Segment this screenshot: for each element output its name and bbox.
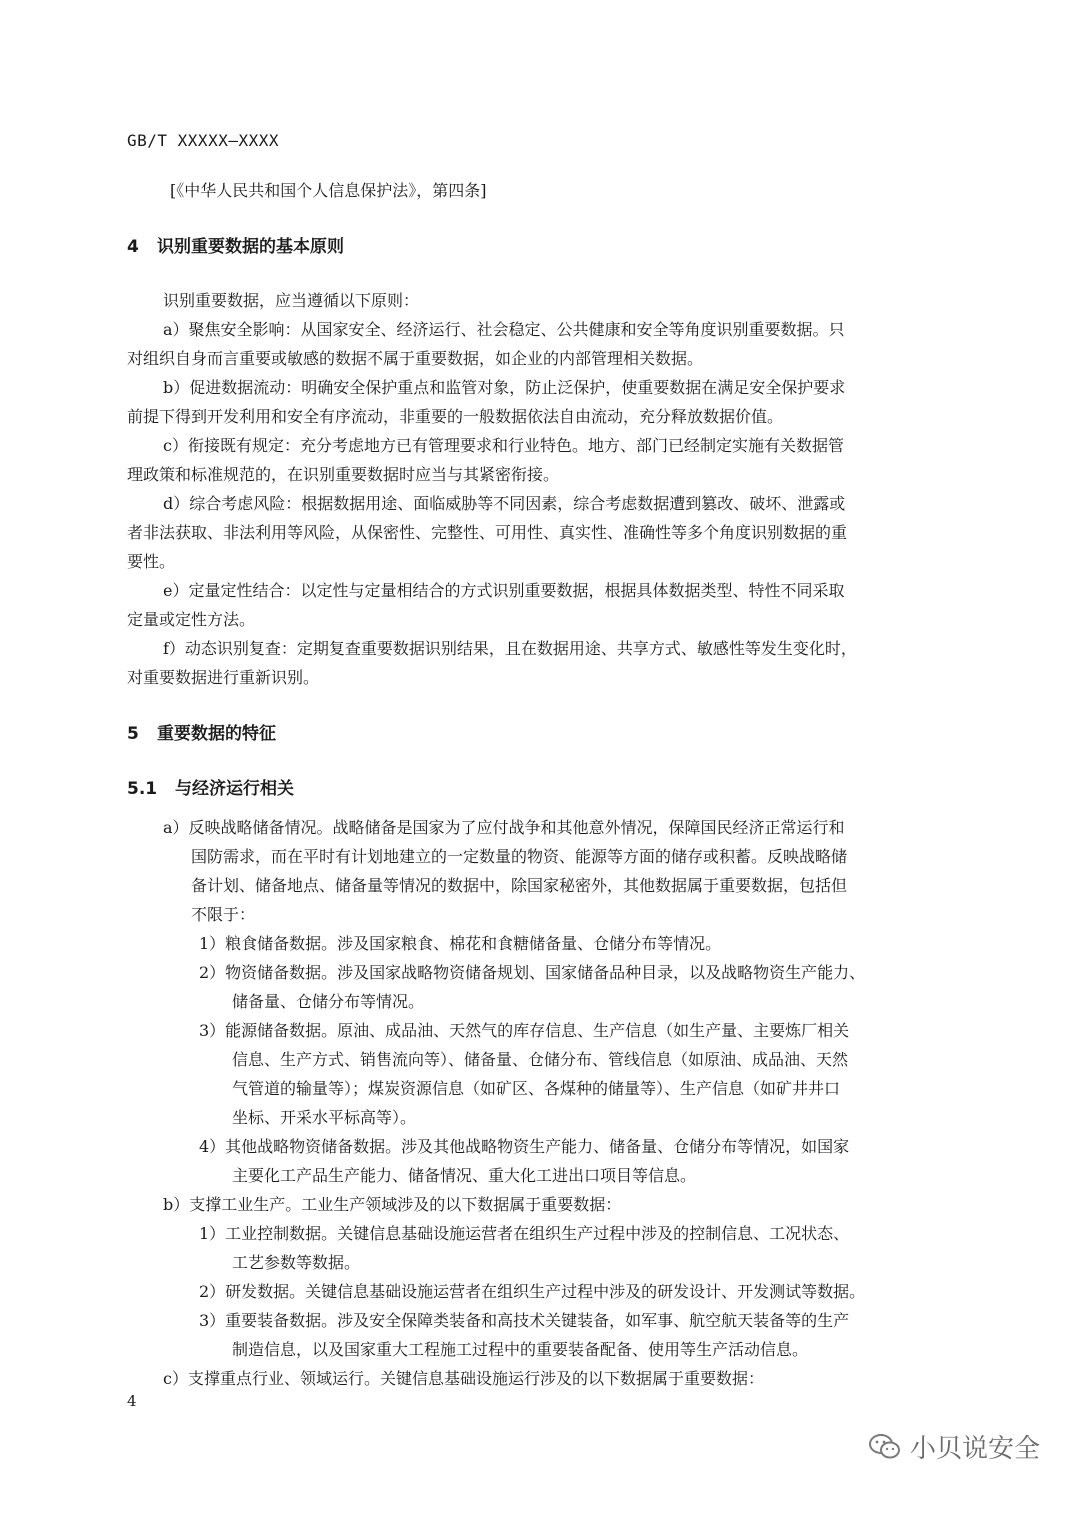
watermark-text: 小贝说安全 [909, 1434, 1040, 1464]
section-number: 4 [127, 237, 139, 257]
standard-code: GB/T XXXXX—XXXX [127, 131, 279, 150]
principle-line: 对组织自身而言重要或敏感的数据不属于重要数据，如企业的内部管理相关数据。 [127, 349, 704, 368]
reference-citation: [《中华人民共和国个人信息保护法》，第四条] [170, 181, 487, 200]
feature-line: 备计划、储备地点、储备量等情况的数据中，除国家秘密外，其他数据属于重要数据，包括但 [191, 876, 848, 895]
feature-subitem-line: 2）研发数据。关键信息基础设施运营者在组织生产过程中涉及的研发设计、开发测试等数据。 [199, 1282, 866, 1301]
section-5-heading [127, 719, 276, 744]
feature-subitem-line: 工艺参数等数据。 [232, 1253, 361, 1272]
principle-line: c）衔接既有规定：充分考虑地方已有管理要求和行业特色。地方、部门已经制定实施有关数据管 [163, 436, 844, 455]
section-4-heading [127, 232, 344, 257]
watermark [868, 1428, 1040, 1465]
feature-line: a）反映战略储备情况。战略储备是国家为了应付战争和其他意外情况，保障国民经济正常运行和 [163, 818, 845, 837]
feature-subitem-line: 2）物资储备数据。涉及国家战略物资储备规划、国家储备品种目录，以及战略物资生产能力、 [199, 963, 866, 982]
principle-line: 要性。 [127, 552, 176, 571]
principle-line: 理政策和标准规范的，在识别重要数据时应当与其紧密衔接。 [127, 465, 560, 484]
principle-line: 者非法获取、非法利用等风险，从保密性、完整性、可用性、真实性、准确性等多个角度识别数据的重 [127, 523, 848, 542]
principle-line: a）聚焦安全影响：从国家安全、经济运行、社会稳定、公共健康和安全等角度识别重要数据。只 [163, 320, 845, 339]
wechat-icon [868, 1432, 902, 1462]
section-title: 识别重要数据的基本原则 [157, 237, 344, 257]
feature-subitem-line: 4）其他战略物资储备数据。涉及其他战略物资生产能力、储备量、仓储分布等情况，如国家 [199, 1137, 850, 1156]
page-number: 4 [127, 1392, 137, 1410]
feature-line: 不限于： [191, 905, 256, 924]
feature-subitem-line: 坐标、开采水平标高等）。 [232, 1108, 417, 1127]
feature-subitem-line: 信息、生产方式、销售流向等）、储备量、仓储分布、管线信息（如原油、成品油、天然 [232, 1050, 849, 1069]
feature-line: c）支撑重点行业、领域运行。关键信息基础设施运行涉及的以下数据属于重要数据： [163, 1369, 764, 1388]
feature-subitem-line: 3）重要装备数据。涉及安全保障类装备和高技术关键装备，如军事、航空航天装备等的生产 [199, 1311, 850, 1330]
feature-subitem-line: 3）能源储备数据。原油、成品油、天然气的库存信息、生产信息（如生产量、主要炼厂相关 [199, 1021, 850, 1040]
feature-subitem-line: 主要化工产品生产能力、储备情况、重大化工进出口项目等信息。 [232, 1166, 697, 1185]
principle-line: e）定量定性结合：以定性与定量相结合的方式识别重要数据，根据具体数据类型、特性不同采取 [163, 581, 845, 600]
intro-line: 识别重要数据，应当遵循以下原则： [163, 291, 420, 310]
principle-line: 对重要数据进行重新识别。 [127, 668, 320, 687]
section-5-1-heading [127, 774, 294, 799]
feature-line: b）支撑工业生产。工业生产领域涉及的以下数据属于重要数据： [163, 1195, 622, 1214]
feature-subitem-line: 气管道的输量等）；煤炭资源信息（如矿区、各煤种的储量等）、生产信息（如矿井井口 [232, 1079, 841, 1098]
principle-line: f）动态识别复查：定期复查重要数据识别结果，且在数据用途、共享方式、敏感性等发生变化时， [163, 639, 857, 658]
section-title: 重要数据的特征 [157, 724, 276, 744]
principle-line: 定量或定性方法。 [127, 610, 256, 629]
section-number: 5.1 [127, 779, 158, 799]
feature-subitem-line: 制造信息，以及国家重大工程施工过程中的重要装备配备、使用等生产活动信息。 [232, 1340, 809, 1359]
feature-subitem-line: 1）粮食储备数据。涉及国家粮食、棉花和食糖储备量、仓储分布等情况。 [199, 934, 722, 953]
principle-line: d）综合考虑风险：根据数据用途、面临威胁等不同因素，综合考虑数据遭到篡改、破坏、泄露或 [163, 494, 846, 513]
section-title: 与经济运行相关 [175, 779, 294, 799]
section-number: 5 [127, 724, 139, 744]
feature-subitem-line: 储备量、仓储分布等情况。 [232, 992, 425, 1011]
principle-line: 前提下得到开发利用和安全有序流动，非重要的一般数据依法自由流动，充分释放数据价值。 [127, 407, 784, 426]
principle-line: b）促进数据流动：明确安全保护重点和监管对象，防止泛保护，使重要数据在满足安全保护要求 [163, 378, 846, 397]
feature-subitem-line: 1）工业控制数据。关键信息基础设施运营者在组织生产过程中涉及的控制信息、工况状态、 [199, 1224, 850, 1243]
feature-line: 国防需求，而在平时有计划地建立的一定数量的物资、能源等方面的储存或积蓄。反映战略储 [191, 847, 848, 866]
